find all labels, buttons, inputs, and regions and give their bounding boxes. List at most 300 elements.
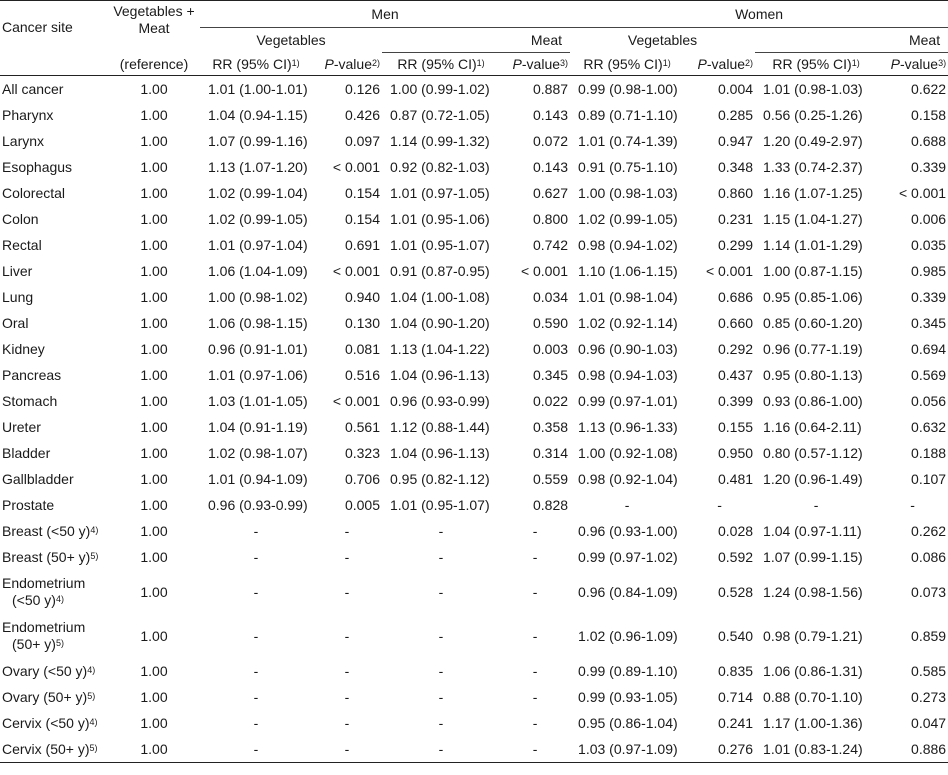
women-veg-rr-cell: 0.96 (0.93-1.00) <box>578 522 678 539</box>
women-meat-rr-cell: 0.56 (0.25-1.26) <box>763 106 863 123</box>
men-meat-p-cell: 0.143 <box>533 158 569 175</box>
women-veg-rr-cell: 0.99 (0.89-1.10) <box>578 662 678 679</box>
men-meat-p-cell: - <box>532 688 538 705</box>
men-meat-p-cell: 0.345 <box>533 366 569 383</box>
women-veg-rr-cell: 1.01 (0.98-1.04) <box>578 288 678 305</box>
men-veg-p-cell: < 0.001 <box>332 392 380 409</box>
men-meat-p-cell: 0.800 <box>533 210 569 227</box>
cancer-site-cell <box>0 284 108 310</box>
cancer-site-label: Prostate <box>2 496 55 513</box>
footnote-marker: 4) <box>90 524 99 535</box>
cancer-site-label: All cancer <box>2 80 64 97</box>
reference-cell: 1.00 <box>140 184 168 201</box>
women-meat-p-cell: 0.047 <box>911 714 947 731</box>
women-vegetables-header: Vegetables <box>627 32 698 49</box>
cancer-site-label: Breast (50+ y) <box>2 548 91 565</box>
women-meat-rr-cell: 0.80 (0.57-1.12) <box>763 444 863 461</box>
reference-cell: 1.00 <box>140 106 168 123</box>
women-meat-rr-cell: 1.00 (0.87-1.15) <box>763 262 863 279</box>
men-veg-rr-cell: 1.03 (1.01-1.05) <box>208 392 308 409</box>
women-meat-p-cell: 0.688 <box>911 132 947 149</box>
men-meat-rr-cell: - <box>438 714 444 731</box>
women-meat-rr-cell: 1.16 (0.64-2.11) <box>763 418 862 435</box>
men-veg-rr-cell: 1.07 (0.99-1.16) <box>208 132 308 149</box>
cancer-site-cell <box>0 492 108 518</box>
table-row <box>0 128 948 154</box>
women-veg-p-cell: 0.540 <box>718 627 754 644</box>
table-row <box>0 102 948 128</box>
reference-header-line2: Meat <box>138 20 170 36</box>
men-meat-rr-cell: - <box>438 522 444 539</box>
reference-cell: 1.00 <box>140 314 168 331</box>
men-veg-p-header: P-value$^{2)}$ <box>324 55 380 72</box>
men-meat-p-cell: 0.559 <box>533 470 569 487</box>
footnote-marker: 4) <box>89 716 98 727</box>
women-meat-p-cell: 0.158 <box>911 106 947 123</box>
cancer-site-cell <box>0 518 108 544</box>
table-row <box>0 518 948 544</box>
cancer-site-label: Rectal <box>2 236 42 253</box>
reference-cell: 1.00 <box>108 736 200 763</box>
men-veg-rr-cell: 1.02 (0.99-1.04) <box>208 184 308 201</box>
table-row <box>0 614 948 658</box>
women-meat-rr-cell: 0.95 (0.85-1.06) <box>763 288 863 305</box>
men-veg-p-cell: 0.126 <box>344 80 380 97</box>
cancer-site-label: Kidney <box>2 340 45 357</box>
cancer-site-cell <box>0 414 108 440</box>
men-meat-rr-cell: 1.04 (0.96-1.13) <box>390 444 490 461</box>
women-meat-p-cell: 0.985 <box>911 262 947 279</box>
women-meat-p-cell: 0.073 <box>911 583 947 600</box>
reference-cell: 1.00 <box>140 470 168 487</box>
women-meat-rr-cell: 1.01 (0.98-1.03) <box>763 80 863 97</box>
women-meat-p-cell: 0.345 <box>911 314 947 331</box>
cancer-site-cell <box>0 658 108 684</box>
women-veg-rr-cell: 0.98 (0.94-1.02) <box>578 236 678 253</box>
women-veg-rr-cell: 0.96 (0.84-1.09) <box>578 583 678 600</box>
table-row <box>0 736 948 763</box>
men-meat-rr-cell: 0.96 (0.93-0.99) <box>390 392 490 409</box>
women-meat-p-cell: 0.188 <box>911 444 947 461</box>
men-veg-p-cell: - <box>344 583 350 600</box>
reference-cell: 1.00 <box>140 392 168 409</box>
men-veg-p-cell: 0.706 <box>344 470 380 487</box>
table-row <box>0 710 948 736</box>
women-veg-p-cell: 0.660 <box>718 314 754 331</box>
cancer-site-label: Colon <box>2 210 39 227</box>
women-veg-p-cell: 0.004 <box>718 80 754 97</box>
cancer-site-header: Cancer site <box>2 18 73 35</box>
women-meat-rr-cell: 1.24 (0.98-1.56) <box>763 583 863 600</box>
women-meat-p-cell: 0.273 <box>911 688 947 705</box>
women-meat-p-cell: - <box>910 496 915 513</box>
women-veg-rr-cell: 1.02 (0.92-1.14) <box>578 314 678 331</box>
men-meat-p-cell: 0.590 <box>533 314 569 331</box>
table-row <box>0 310 948 336</box>
women-veg-rr-cell: 0.95 (0.86-1.04) <box>578 714 678 731</box>
men-meat-rr-header: RR (95% CI)$^{1)}$ <box>397 56 485 72</box>
table-row <box>0 440 948 466</box>
cancer-site-cell <box>0 154 108 180</box>
men-meat-header: Meat <box>382 28 570 53</box>
women-meat-p-cell: < 0.001 <box>898 184 947 201</box>
women-meat-p-cell: 0.107 <box>911 470 947 487</box>
men-veg-p-cell: 0.097 <box>344 132 380 149</box>
table-row <box>0 258 948 284</box>
footnote-marker: 4) <box>87 664 96 675</box>
men-meat-rr-cell: - <box>438 627 444 644</box>
men-veg-p-cell: 0.426 <box>344 106 380 123</box>
women-meat-rr-cell: 1.07 (0.99-1.15) <box>763 548 863 565</box>
women-meat-rr-cell: 1.33 (0.74-2.37) <box>763 158 863 175</box>
women-meat-p-cell: 0.262 <box>911 522 947 539</box>
cancer-site-label: Pharynx <box>2 106 54 123</box>
table-row <box>0 362 948 388</box>
women-veg-rr-cell: 1.02 (0.96-1.09) <box>578 627 678 644</box>
men-meat-p-cell: 0.022 <box>533 392 569 409</box>
women-veg-rr-cell: 0.98 (0.92-1.04) <box>578 470 678 487</box>
table-row <box>0 414 948 440</box>
cancer-site-label: Cervix (<50 y) <box>2 714 90 731</box>
reference-cell: 1.00 <box>140 80 168 97</box>
men-vegetables-header: Vegetables <box>256 32 326 49</box>
cancer-site-label: Endometrium <box>2 575 86 591</box>
men-veg-p-cell: 0.691 <box>344 236 380 253</box>
cancer-site-cell <box>0 258 108 284</box>
reference-cell: 1.00 <box>140 548 168 565</box>
cancer-site-cell <box>0 466 108 492</box>
men-veg-rr-cell: 1.01 (0.94-1.09) <box>208 470 308 487</box>
women-meat-rr-cell: 0.98 (0.79-1.21) <box>763 627 863 644</box>
men-meat-rr-cell: 0.91 (0.87-0.95) <box>390 262 490 279</box>
women-header: Women <box>570 1 948 28</box>
women-veg-p-cell: 0.231 <box>718 210 754 227</box>
men-meat-rr-cell: 1.04 (0.96-1.13) <box>390 366 490 383</box>
reference-cell: 1.00 <box>140 288 168 305</box>
men-meat-rr-cell: 1.01 (0.95-1.07) <box>390 496 490 513</box>
women-veg-p-cell: 0.481 <box>718 470 754 487</box>
reference-cell: 1.00 <box>140 444 168 461</box>
men-meat-p-cell: - <box>532 627 538 644</box>
cancer-site-label: Lung <box>2 288 34 305</box>
footnote-marker: 4) <box>55 594 64 604</box>
cancer-site-label: Ovary (50+ y) <box>2 688 88 705</box>
men-meat-p-cell: - <box>532 583 538 600</box>
table-row <box>0 684 948 710</box>
cancer-site-label: Cervix (50+ y) <box>2 740 90 757</box>
women-meat-p-cell: 0.056 <box>911 392 947 409</box>
men-meat-rr-cell: 0.95 (0.82-1.12) <box>390 470 490 487</box>
men-veg-p-cell: 0.561 <box>344 418 380 435</box>
reference-cell: 1.00 <box>140 418 168 435</box>
men-meat-rr-cell: - <box>438 583 444 600</box>
women-meat-p-cell: 0.339 <box>911 158 947 175</box>
cancer-site-label: Pancreas <box>2 366 62 383</box>
men-meat-rr-cell: 1.14 (0.99-1.32) <box>390 132 490 149</box>
women-meat-rr-cell: 0.85 (0.60-1.20) <box>763 314 863 331</box>
women-veg-rr-cell: 1.13 (0.96-1.33) <box>578 418 678 435</box>
reference-cell: 1.00 <box>140 688 168 705</box>
women-veg-p-cell: 0.950 <box>718 444 754 461</box>
women-veg-p-cell: 0.714 <box>718 688 754 705</box>
men-meat-rr-cell: - <box>382 736 500 763</box>
women-veg-rr-cell: 0.91 (0.75-1.10) <box>578 158 678 175</box>
women-veg-rr-cell: 1.10 (1.06-1.15) <box>578 262 678 279</box>
reference-cell: 1.00 <box>140 366 168 383</box>
men-meat-p-cell: < 0.001 <box>520 262 569 279</box>
women-meat-rr-cell: 0.96 (0.77-1.19) <box>763 340 863 357</box>
women-veg-p-cell: - <box>717 496 722 513</box>
men-meat-p-cell: 0.314 <box>533 444 569 461</box>
reference-cell: 1.00 <box>140 714 168 731</box>
cancer-site-cell <box>0 544 108 570</box>
women-meat-rr-cell: 1.01 (0.83-1.24) <box>755 736 877 763</box>
cancer-site-cell <box>0 362 108 388</box>
men-veg-rr-cell: 1.00 (0.98-1.02) <box>208 288 308 305</box>
men-veg-p-cell: 0.323 <box>344 444 380 461</box>
men-meat-p-cell: 0.143 <box>533 106 569 123</box>
cancer-site-label: Endometrium <box>2 619 86 635</box>
cancer-site-label: Ureter <box>2 418 41 435</box>
men-veg-rr-cell: 0.96 (0.91-1.01) <box>208 340 308 357</box>
reference-cell: 1.00 <box>140 158 168 175</box>
cancer-site-cell <box>0 102 108 128</box>
men-veg-p-cell: 0.154 <box>344 184 380 201</box>
men-meat-p-cell: 0.003 <box>533 340 569 357</box>
reference-cell: 1.00 <box>140 132 168 149</box>
men-veg-rr-cell: 1.06 (0.98-1.15) <box>208 314 308 331</box>
men-veg-p-cell: 0.516 <box>344 366 380 383</box>
women-veg-rr-cell: 0.98 (0.94-1.03) <box>578 366 678 383</box>
men-meat-rr-cell: 1.13 (1.04-1.22) <box>390 340 490 357</box>
cancer-site-label: Larynx <box>2 132 45 149</box>
men-veg-rr-cell: - <box>253 627 259 644</box>
women-veg-p-cell: 0.686 <box>718 288 754 305</box>
men-meat-p-cell: 0.828 <box>533 496 569 513</box>
men-veg-rr-cell: - <box>253 548 259 565</box>
men-meat-rr-cell: 1.01 (0.95-1.06) <box>390 210 490 227</box>
cancer-site-label: Breast (<50 y) <box>2 522 91 539</box>
cancer-site-label: Oral <box>2 314 29 331</box>
women-veg-rr-cell: 1.01 (0.74-1.39) <box>578 132 678 149</box>
men-meat-p-cell: 0.358 <box>533 418 569 435</box>
women-veg-p-cell: 0.592 <box>718 548 754 565</box>
men-veg-p-cell: 0.130 <box>344 314 380 331</box>
men-veg-p-cell: - <box>344 688 350 705</box>
women-meat-rr-cell: 1.06 (0.86-1.31) <box>763 662 863 679</box>
cancer-site-cell <box>0 128 108 154</box>
men-veg-rr-header: RR (95% CI)$^{1)}$ <box>212 55 300 72</box>
women-veg-rr-header: RR (95% CI)$^{1)}$ <box>583 55 671 72</box>
women-meat-p-cell: 0.086 <box>911 548 947 565</box>
women-meat-rr-cell: 1.16 (1.07-1.25) <box>763 184 863 201</box>
men-veg-p-cell: - <box>344 662 350 679</box>
men-veg-rr-cell: - <box>253 583 259 600</box>
women-veg-p-cell: 0.860 <box>718 184 754 201</box>
men-veg-p-cell: 0.154 <box>344 210 380 227</box>
table-row <box>0 544 948 570</box>
men-veg-rr-cell: 1.06 (1.04-1.09) <box>208 262 308 279</box>
cancer-site-cell <box>0 736 108 763</box>
men-veg-p-cell: - <box>344 714 350 731</box>
men-veg-rr-cell: 1.02 (0.98-1.07) <box>208 444 308 461</box>
women-veg-p-cell: 0.299 <box>718 236 754 253</box>
table-row <box>0 284 948 310</box>
table-row <box>0 180 948 206</box>
footnote-marker: 5) <box>55 638 64 648</box>
women-meat-p-cell: 0.694 <box>911 340 947 357</box>
cancer-site-cell <box>0 388 108 414</box>
women-meat-rr-header: RR (95% CI)$^{1)}$ <box>772 56 860 72</box>
women-meat-rr-cell: 1.14 (1.01-1.29) <box>763 236 863 253</box>
men-meat-p-cell: 0.742 <box>533 236 569 253</box>
reference-cell: 1.00 <box>140 627 168 644</box>
men-meat-rr-cell: 1.04 (1.00-1.08) <box>390 288 490 305</box>
women-meat-rr-cell: 1.15 (1.04-1.27) <box>763 210 863 227</box>
men-meat-rr-cell: 1.12 (0.88-1.44) <box>390 418 490 435</box>
women-veg-p-cell: 0.285 <box>718 106 754 123</box>
footnote-marker: 5) <box>89 742 98 753</box>
cancer-site-cell <box>0 710 108 736</box>
table-row <box>0 336 948 362</box>
men-meat-p-cell: - <box>532 548 538 565</box>
cancer-site-label: Ovary (<50 y) <box>2 662 88 679</box>
men-meat-rr-cell: - <box>438 688 444 705</box>
men-veg-rr-cell: 1.04 (0.94-1.15) <box>208 106 308 123</box>
men-veg-rr-cell: - <box>200 736 312 763</box>
men-meat-rr-cell: 1.01 (0.97-1.05) <box>390 184 490 201</box>
reference-sub-header: (reference) <box>119 55 189 72</box>
men-meat-rr-cell: 1.04 (0.90-1.20) <box>390 314 490 331</box>
women-veg-p-header: P-value$^{2)}$ <box>697 55 754 72</box>
women-meat-p-cell: 0.859 <box>911 627 947 644</box>
men-veg-rr-cell: - <box>253 714 259 731</box>
men-veg-rr-cell: - <box>253 522 259 539</box>
cancer-site-cell <box>0 440 108 466</box>
women-meat-header: Meat <box>755 28 948 53</box>
women-meat-rr-cell: 1.04 (0.97-1.11) <box>763 522 862 539</box>
women-meat-p-header: P-value$^{3)}$ <box>890 56 947 72</box>
women-veg-p-cell: 0.292 <box>718 340 754 357</box>
empty-header-cell <box>0 53 108 76</box>
men-veg-rr-cell: 1.01 (0.97-1.04) <box>208 236 308 253</box>
women-veg-rr-cell: 0.99 (0.93-1.05) <box>578 688 678 705</box>
women-meat-rr-cell: 1.17 (1.00-1.36) <box>763 714 863 731</box>
women-veg-p-cell: 0.947 <box>718 132 754 149</box>
reference-cell: 1.00 <box>140 496 168 513</box>
table-row <box>0 492 948 518</box>
women-veg-rr-cell: - <box>624 496 630 513</box>
men-veg-rr-cell: 0.96 (0.93-0.99) <box>208 496 308 513</box>
cancer-site-label-line2: (<50 y)$^{4)}$ <box>12 592 64 608</box>
reference-header <box>108 1 200 53</box>
men-meat-rr-cell: 0.87 (0.72-1.05) <box>390 106 490 123</box>
women-meat-rr-cell: 0.88 (0.70-1.10) <box>763 688 863 705</box>
women-veg-rr-cell: 0.89 (0.71-1.10) <box>578 106 678 123</box>
women-meat-p-cell: 0.035 <box>911 236 947 253</box>
cancer-site-label: Bladder <box>2 444 51 461</box>
women-meat-p-cell: 0.886 <box>877 736 948 763</box>
men-header: Men <box>200 1 570 28</box>
table-row <box>0 206 948 232</box>
women-meat-p-cell: 0.006 <box>911 210 947 227</box>
women-meat-rr-cell: 1.20 (0.96-1.49) <box>763 470 863 487</box>
reference-header-line1: Vegetables + <box>113 3 195 19</box>
men-meat-rr-cell: - <box>438 548 444 565</box>
cancer-site-cell <box>0 310 108 336</box>
men-veg-p-cell: < 0.001 <box>332 158 380 175</box>
cancer-site-cell <box>0 76 108 103</box>
women-veg-p-cell: 0.028 <box>718 522 754 539</box>
men-veg-p-cell: 0.940 <box>344 288 380 305</box>
cancer-site-label: Stomach <box>2 392 58 409</box>
reference-cell: 1.00 <box>140 210 168 227</box>
men-veg-p-cell: 0.081 <box>344 340 380 357</box>
footnote-marker: 5) <box>87 690 96 701</box>
men-veg-p-cell: - <box>344 627 350 644</box>
cancer-site-cell <box>0 336 108 362</box>
women-veg-p-cell: 0.528 <box>718 583 754 600</box>
men-veg-rr-cell: 1.13 (1.07-1.20) <box>208 158 308 175</box>
women-meat-rr-cell: 0.93 (0.86-1.00) <box>763 392 863 409</box>
reference-cell: 1.00 <box>140 340 168 357</box>
reference-cell: 1.00 <box>140 662 168 679</box>
women-veg-p-cell: 0.276 <box>684 736 755 763</box>
men-veg-rr-cell: 1.01 (0.97-1.06) <box>208 366 308 383</box>
reference-cell: 1.00 <box>140 236 168 253</box>
men-veg-p-cell: - <box>312 736 382 763</box>
cancer-site-cell <box>0 570 108 614</box>
men-meat-p-cell: - <box>532 662 538 679</box>
women-meat-rr-cell: - <box>813 496 819 513</box>
cancer-site-cell <box>0 614 108 658</box>
men-veg-p-cell: - <box>344 548 350 565</box>
women-veg-p-cell: 0.835 <box>718 662 754 679</box>
women-meat-p-cell: 0.339 <box>911 288 947 305</box>
cancer-site-cell <box>0 180 108 206</box>
reference-cell: 1.00 <box>140 522 168 539</box>
women-meat-p-cell: 0.632 <box>911 418 947 435</box>
table-row <box>0 466 948 492</box>
table-body <box>0 76 948 763</box>
men-meat-p-header: P-value$^{3)}$ <box>512 56 569 72</box>
cancer-site-label-line2: $(50+ y)^{5)}$ <box>12 636 64 652</box>
women-veg-rr-cell: 1.00 (0.98-1.03) <box>578 184 678 201</box>
men-veg-rr-cell: 1.04 (0.91-1.19) <box>208 418 308 435</box>
men-veg-p-cell: 0.005 <box>344 496 380 513</box>
women-veg-rr-cell: 0.99 (0.98-1.00) <box>578 80 678 97</box>
cancer-site-cell <box>0 232 108 258</box>
women-veg-rr-cell: 1.03 (0.97-1.09) <box>570 736 684 763</box>
men-meat-p-cell: - <box>532 522 538 539</box>
cancer-site-cell <box>0 206 108 232</box>
women-meat-p-cell: 0.585 <box>911 662 947 679</box>
men-veg-rr-cell: 1.01 (1.00-1.01) <box>208 80 308 97</box>
men-meat-p-cell: 0.887 <box>533 80 569 97</box>
men-veg-rr-cell: - <box>253 688 259 705</box>
cancer-site-label: Colorectal <box>2 184 66 201</box>
table-row <box>0 154 948 180</box>
women-veg-rr-cell: 1.02 (0.99-1.05) <box>578 210 678 227</box>
men-meat-rr-cell: - <box>438 662 444 679</box>
women-veg-rr-cell: 0.99 (0.97-1.01) <box>578 392 678 409</box>
men-meat-p-cell: - <box>532 714 538 731</box>
footnote-marker: 5) <box>90 550 99 561</box>
men-meat-p-cell: 0.034 <box>533 288 569 305</box>
women-meat-rr-cell: 1.20 (0.49-2.97) <box>763 132 863 149</box>
table-row <box>0 388 948 414</box>
women-meat-p-cell: 0.622 <box>911 80 947 97</box>
